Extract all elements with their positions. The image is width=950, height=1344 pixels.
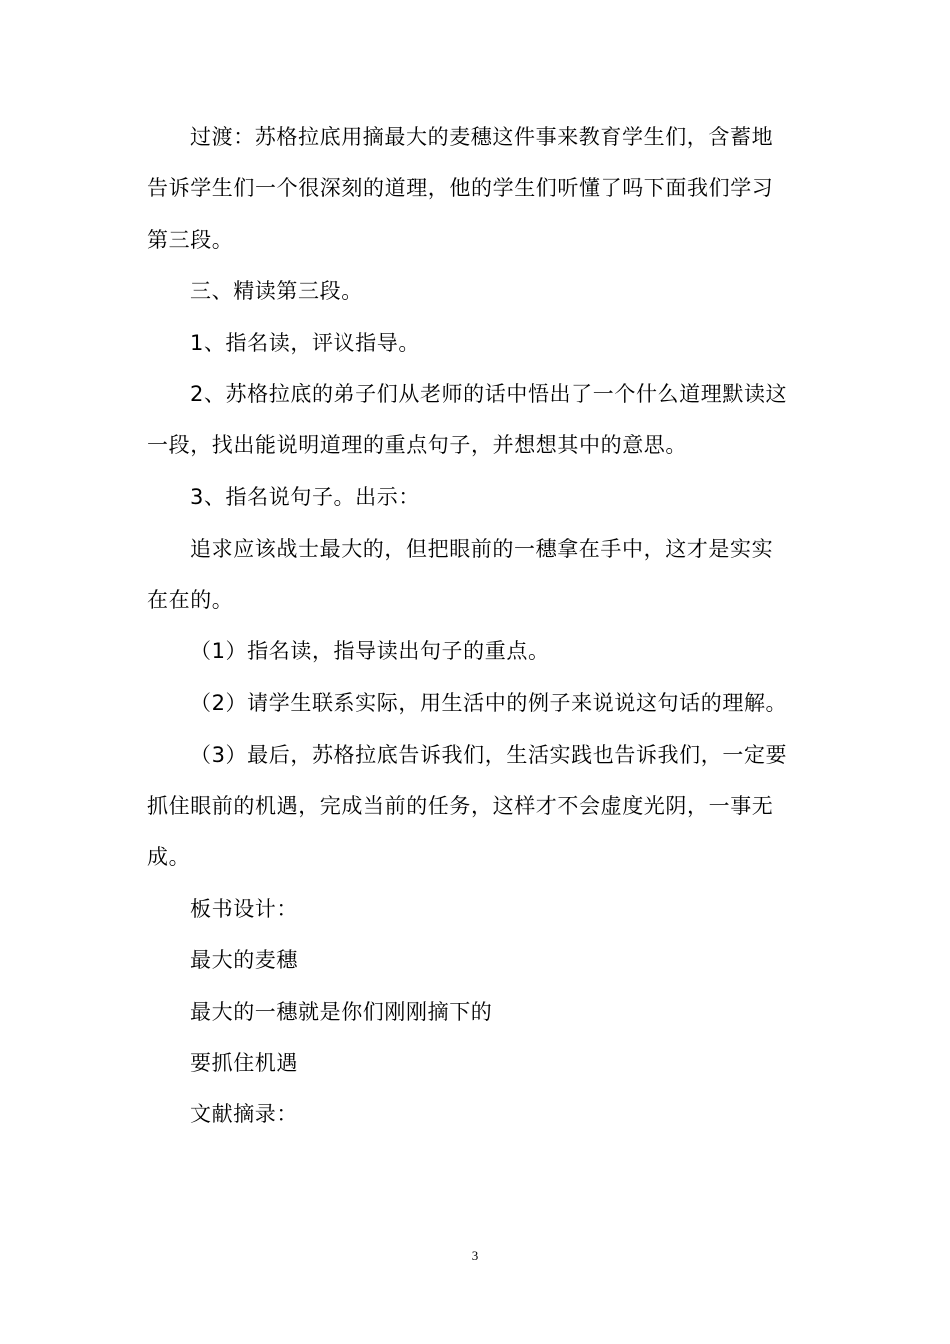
- quoted-sentence: 在在的。: [147, 588, 234, 612]
- paragraph-line: 告诉学生们一个很深刻的道理，他的学生们听懂了吗下面我们学习: [147, 176, 774, 200]
- paragraph-line: 第三段。: [147, 228, 234, 252]
- board-design-item: 最大的麦穗: [190, 948, 298, 972]
- paragraph-line: 2、苏格拉底的弟子们从老师的话中悟出了一个什么道理默读这: [190, 382, 788, 406]
- paragraph-line: 1、指名读，评议指导。: [190, 331, 420, 355]
- board-design-heading: 板书设计：: [190, 897, 298, 921]
- page-number: 3: [471, 1248, 479, 1263]
- paragraph-line: （2）请学生联系实际，用生活中的例子来说说这句话的理解。: [190, 691, 788, 715]
- section-heading: 三、精读第三段。: [190, 279, 363, 303]
- board-design-item: 要抓住机遇: [190, 1051, 298, 1075]
- paragraph-line: 过渡：苏格拉底用摘最大的麦穗这件事来教育学生们，含蓄地: [190, 125, 774, 149]
- references-heading: 文献摘录：: [190, 1102, 298, 1126]
- paragraph-line: 抓住眼前的机遇，完成当前的任务，这样才不会虚度光阴，一事无: [147, 794, 774, 818]
- paragraph-line: 一段，找出能说明道理的重点句子，并想想其中的意思。: [147, 433, 687, 457]
- paragraph-line: 成。: [147, 845, 191, 869]
- paragraph-line: （3）最后，苏格拉底告诉我们，生活实践也告诉我们，一定要: [190, 743, 788, 767]
- quoted-sentence: 追求应该战士最大的，但把眼前的一穗拿在手中，这才是实实: [190, 537, 774, 561]
- board-design-item: 最大的一穗就是你们刚刚摘下的: [190, 1000, 493, 1024]
- paragraph-line: 3、指名说句子。出示：: [190, 485, 420, 509]
- paragraph-line: （1）指名读，指导读出句子的重点。: [190, 639, 550, 663]
